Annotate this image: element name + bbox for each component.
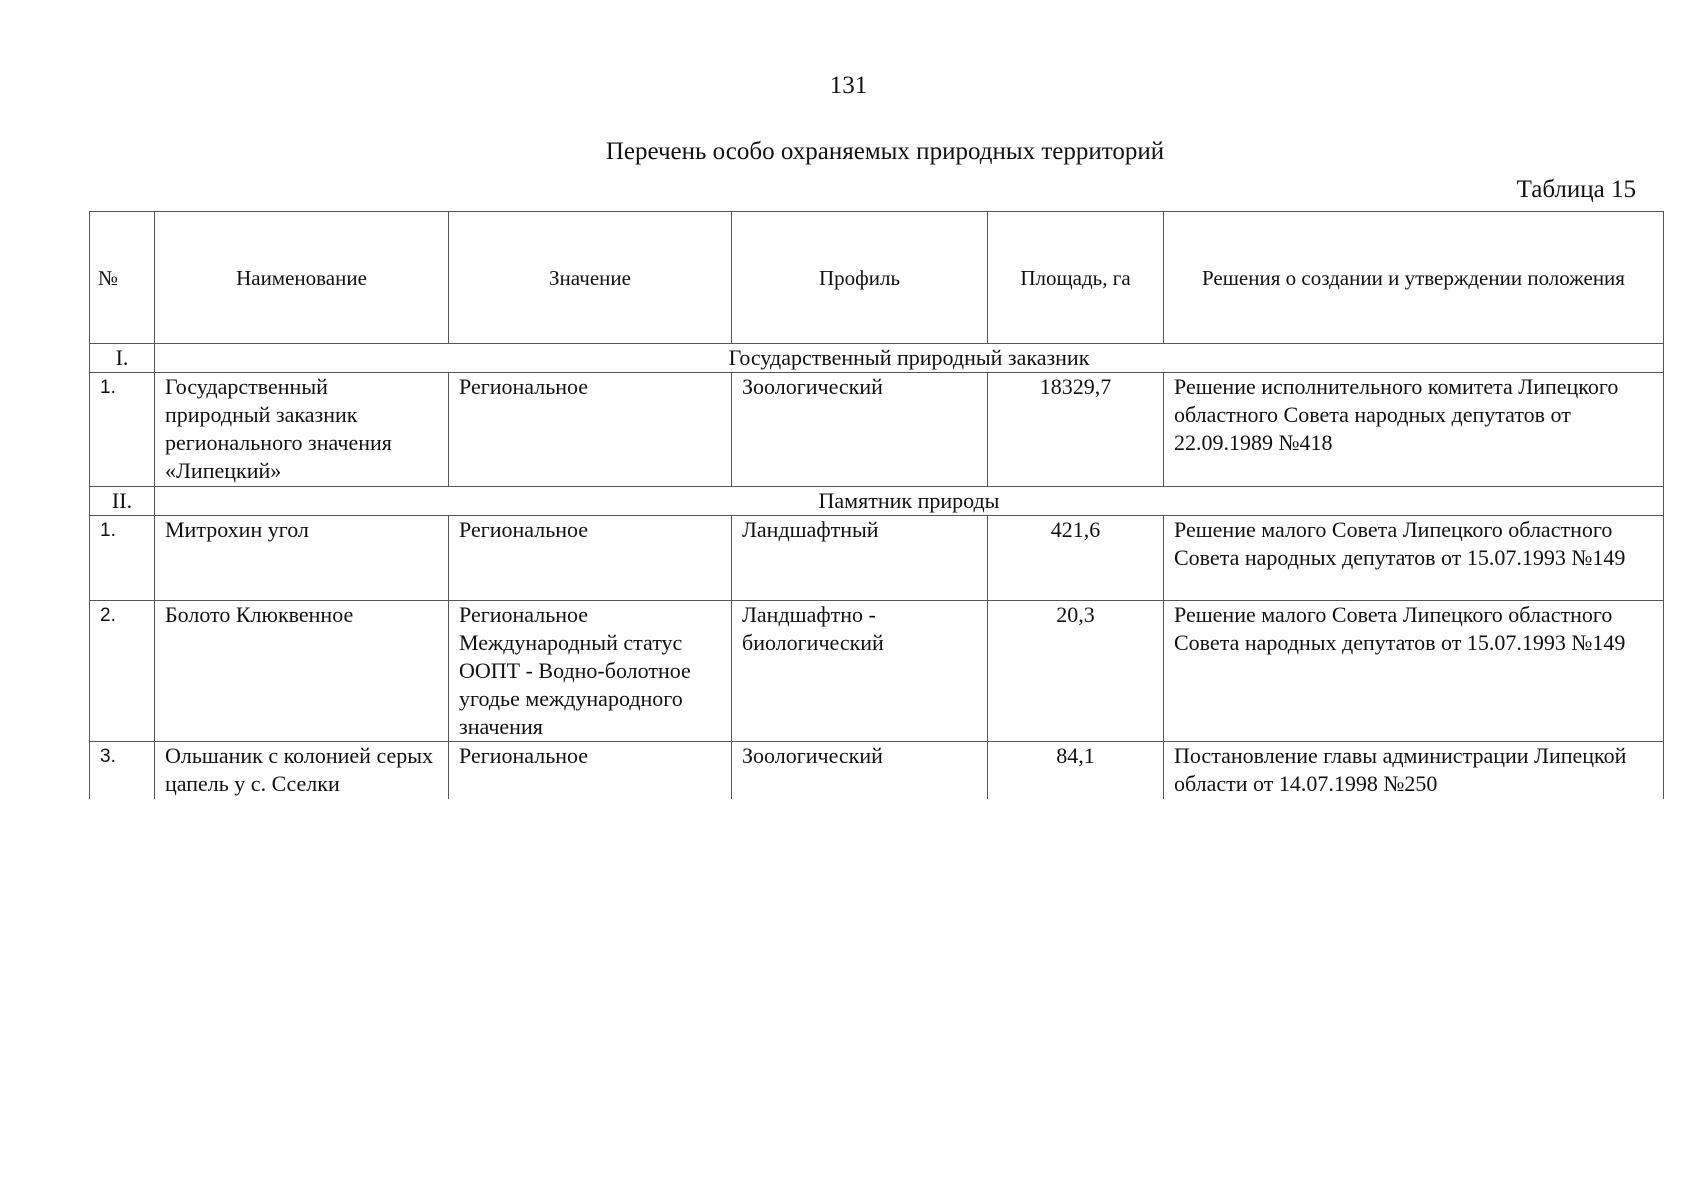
row-name: Государственный природный заказник регионального значения «Липецкий»: [155, 373, 449, 487]
row-number: 1.: [90, 516, 155, 601]
page-number: 131: [829, 72, 868, 99]
row-decision: Решение исполнительного комитета Липецкого областного Совета народных депутатов от 22.09.1989 №418: [1164, 373, 1664, 487]
header-num: №: [90, 212, 155, 344]
row-profile: Зоологический: [732, 742, 988, 799]
row-significance: Региональное: [449, 516, 732, 601]
section-title: Государственный природный заказник: [155, 344, 1664, 373]
row-profile: Зоологический: [732, 373, 988, 487]
header-name: Наименование: [155, 212, 449, 344]
row-decision: Решение малого Совета Липецкого областного Совета народных депутатов от 15.07.1993 №149: [1164, 601, 1664, 742]
header-significance: Значение: [449, 212, 732, 344]
row-area: 18329,7: [988, 373, 1164, 487]
row-area: 20,3: [988, 601, 1164, 742]
table-row: [90, 601, 1664, 742]
row-profile: Ландшафтно - биологический: [732, 601, 988, 742]
document-title: Перечень особо охраняемых природных территорий: [605, 138, 1165, 165]
table-row: [90, 742, 1664, 799]
row-significance: Региональное: [449, 373, 732, 487]
protected-areas-table: [89, 211, 1664, 799]
row-profile: Ландшафтный: [732, 516, 988, 601]
header-area: Площадь, га: [988, 212, 1164, 344]
row-name: Болото Клюквенное: [155, 601, 449, 742]
table-row: [90, 373, 1664, 487]
table-caption: Таблица 15: [1516, 176, 1636, 203]
row-area: 421,6: [988, 516, 1164, 601]
row-number: 1.: [90, 373, 155, 487]
row-significance: Региональное: [449, 742, 732, 799]
row-decision: Решение малого Совета Липецкого областного Совета народных депутатов от 15.07.1993 №149: [1164, 516, 1664, 601]
row-significance: Региональное Международный статус ООПТ - Водно-болотное угодье международного значения: [449, 601, 732, 742]
row-area: 84,1: [988, 742, 1164, 799]
section-title: Памятник природы: [155, 487, 1664, 516]
section-row: [90, 344, 1664, 373]
row-name: Митрохин угол: [155, 516, 449, 601]
section-row: [90, 487, 1664, 516]
section-number: I.: [90, 344, 155, 373]
row-number: 2.: [90, 601, 155, 742]
header-decision: Решения о создании и утверждении положения: [1164, 212, 1664, 344]
header-profile: Профиль: [732, 212, 988, 344]
table-header-row: [90, 212, 1664, 344]
section-number: II.: [90, 487, 155, 516]
row-decision: Постановление главы администрации Липецкой области от 14.07.1998 №250: [1164, 742, 1664, 799]
table-row: [90, 516, 1664, 601]
row-name: Ольшаник с колонией серых цапель у с. Сселки: [155, 742, 449, 799]
row-number: 3.: [90, 742, 155, 799]
